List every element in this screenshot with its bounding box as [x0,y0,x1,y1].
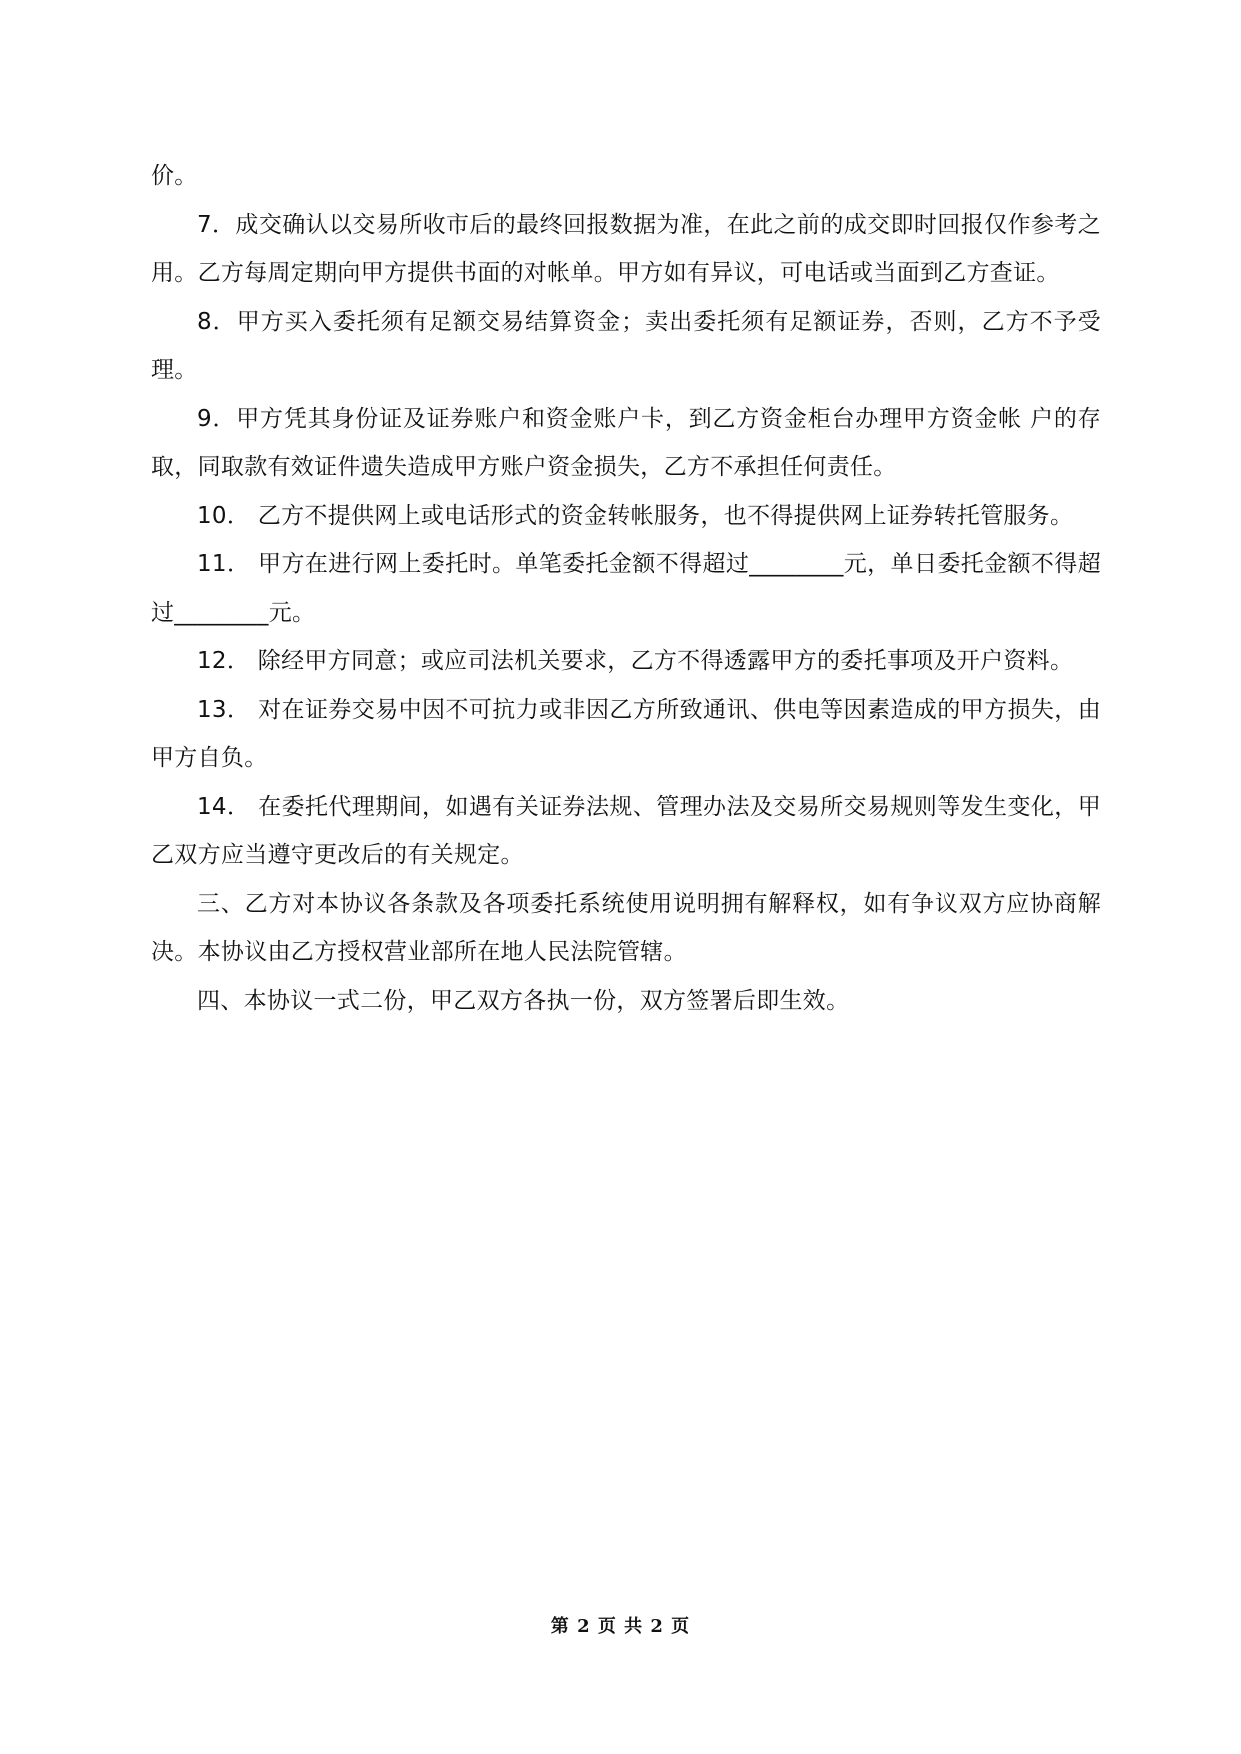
paragraph-continuation: 价。 [151,163,198,189]
document-body [151,152,1101,1025]
clause-8: 8．甲方买入委托须有足额交易结算资金；卖出委托须有足额证券，否则，乙方不予受理。 [151,308,1101,383]
clause-11: 11． 甲方在进行网上委托时。单笔委托金额不得超过________元，单日委托金额不得超过________元。 [151,551,1101,626]
section-three: 三、乙方对本协议各条款及各项委托系统使用说明拥有解释权，如有争议双方应协商解决。本协议由乙方授权营业部所在地人民法院管辖。 [151,890,1101,965]
section-four: 四、本协议一式二份，甲乙双方各执一份，双方签署后即生效。 [197,987,850,1014]
clause-9: 9．甲方凭其身份证及证券账户和资金账户卡，到乙方资金柜台办理甲方资金帐 户的存取，同取款有效证件遗失造成甲方账户资金损失，乙方不承担任何责任。 [151,405,1101,480]
clause-14: 14． 在委托代理期间，如遇有关证券法规、管理办法及交易所交易规则等发生变化，甲乙双方应当遵守更改后的有关规定。 [151,793,1101,868]
clause-12: 12． 除经甲方同意；或应司法机关要求，乙方不得透露甲方的委托事项及开户资料。 [197,648,1074,674]
clause-13: 13． 对在证券交易中因不可抗力或非因乙方所致通讯、供电等因素造成的甲方损失，由甲方自负。 [151,696,1101,771]
clause-7: 7．成交确认以交易所收市后的最终回报数据为准，在此之前的成交即时回报仅作参考之用。乙方每周定期向甲方提供书面的对帐单。甲方如有异议，可电话或当面到乙方查证。 [151,211,1101,286]
clause-10: 10． 乙方不提供网上或电话形式的资金转帐服务，也不得提供网上证券转托管服务。 [197,502,1074,529]
page-number-footer: 第 2 页 共 2 页 [550,1616,691,1637]
